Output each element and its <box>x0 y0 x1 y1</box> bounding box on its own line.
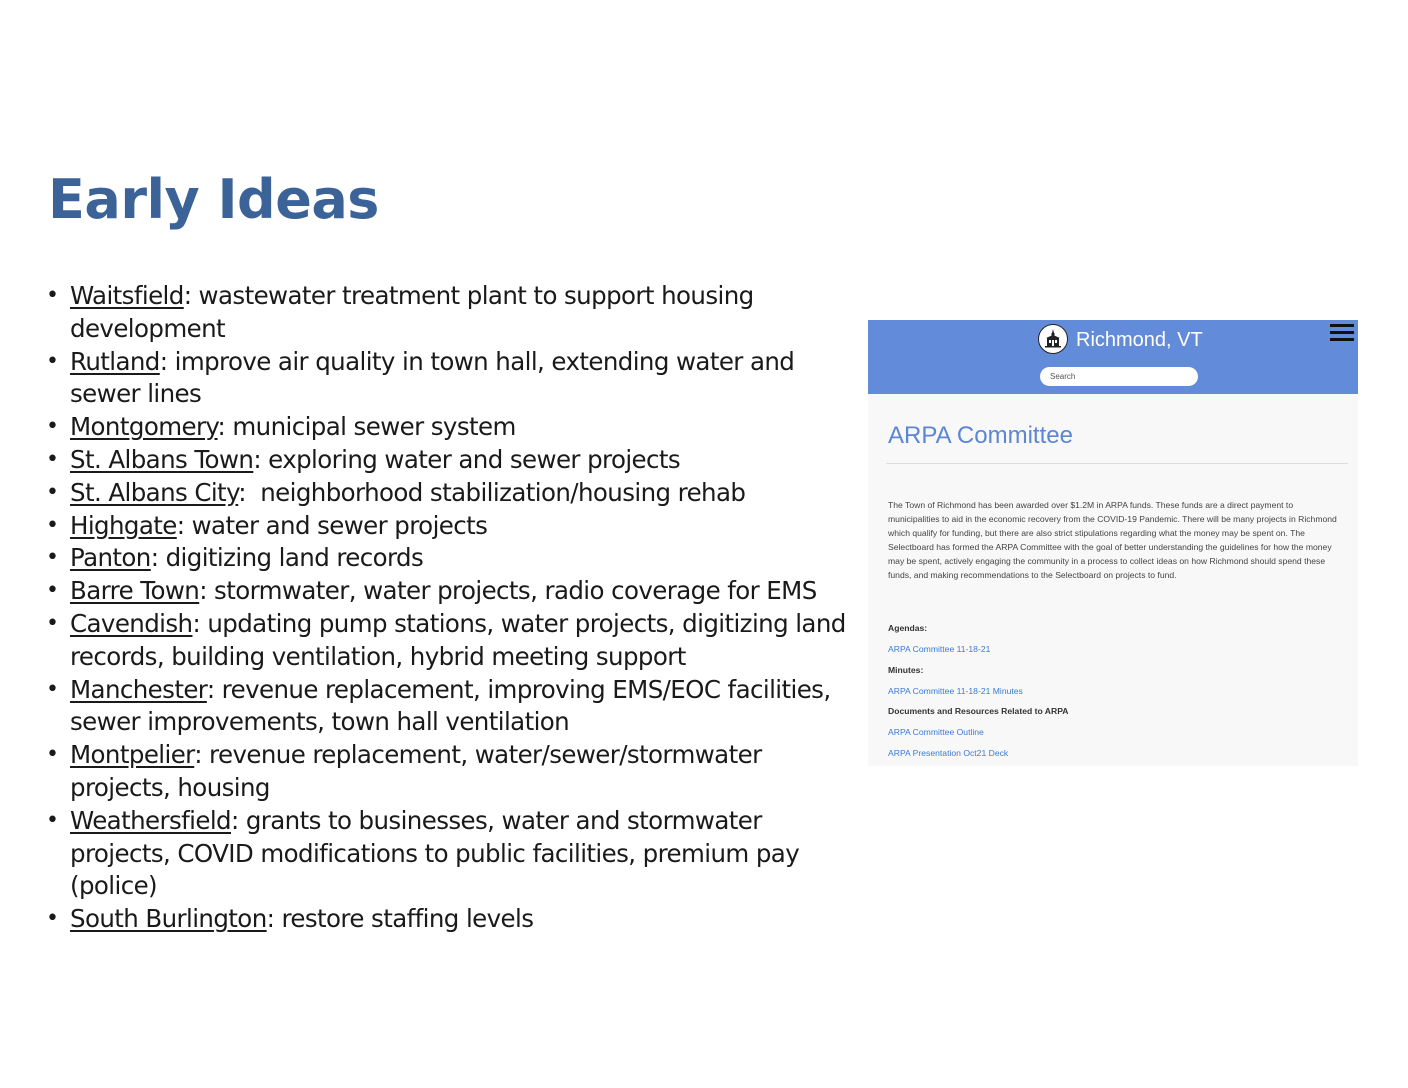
list-item <box>44 608 864 674</box>
list-item <box>44 575 864 608</box>
list-item <box>44 346 864 412</box>
site-header <box>868 320 1358 394</box>
item-description: : stormwater, water projects, radio coverage for EMS <box>199 576 817 606</box>
document-link-presentation[interactable]: ARPA Presentation Oct21 Deck <box>888 748 1009 758</box>
town-link-manchester[interactable]: Manchester <box>70 674 207 704</box>
heading-divider <box>886 463 1348 464</box>
item-description: : updating pump stations, water projects, digitizing land records, building ventilation, hybrid meeting support <box>70 608 846 671</box>
town-link-panton[interactable]: Panton <box>70 543 151 573</box>
town-link-barre-town[interactable]: Barre Town <box>70 576 200 606</box>
page-heading: ARPA Committee <box>888 422 1073 449</box>
item-description: : exploring water and sewer projects <box>253 444 681 474</box>
document-link-outline[interactable]: ARPA Committee Outline <box>888 727 984 737</box>
richmond-website-screenshot <box>868 320 1358 766</box>
list-item <box>44 280 864 346</box>
item-description: : improve air quality in town hall, extending water and sewer lines <box>70 346 795 409</box>
town-link-south-burlington[interactable]: South Burlington <box>70 904 267 934</box>
town-link-montpelier[interactable]: Montpelier <box>70 740 195 770</box>
item-description: : restore staffing levels <box>266 904 534 934</box>
item-description: : revenue replacement, water/sewer/stormwater projects, housing <box>70 740 762 802</box>
list-item <box>44 411 864 444</box>
town-link-cavendish[interactable]: Cavendish <box>70 608 193 638</box>
town-link-st-albans-city[interactable]: St. Albans City <box>70 477 239 507</box>
list-item <box>44 903 864 936</box>
list-item <box>44 510 864 543</box>
town-link-rutland[interactable]: Rutland <box>70 346 160 376</box>
town-link-waitsfield[interactable]: Waitsfield <box>70 281 184 310</box>
list-item <box>44 739 864 805</box>
item-description: : revenue replacement, improving EMS/EOC facilities, sewer improvements, town hall ventilation <box>70 674 831 737</box>
item-description: : wastewater treatment plant to support housing development <box>70 281 754 343</box>
list-item <box>44 542 864 575</box>
town-seal-icon[interactable] <box>1038 324 1068 354</box>
intro-paragraph: The Town of Richmond has been awarded over $1.2M in ARPA funds. These funds are a direct payment to municipalities to aid in the economic recovery from the COVID-19 Pandemic. There will be many projects in Richmond which qualify for funding, but there are also strict stipulations regarding what the money may be spent on. The Selectboard has formed the ARPA Committee with the goal of better understanding the guidelines for how the money may be spent, actively engaging the community in a process to collect ideas on how Richmond should spend these funds, and making recommendations to the Selectboard on projects to fund. <box>888 500 1337 580</box>
agendas-label: Agendas: <box>888 623 928 633</box>
minutes-link[interactable]: ARPA Committee 11-18-21 Minutes <box>888 686 1023 696</box>
documents-label: Documents and Resources Related to ARPA <box>888 706 1069 716</box>
minutes-label: Minutes: <box>888 665 924 675</box>
site-title[interactable]: Richmond, VT <box>1076 329 1203 351</box>
item-description: : neighborhood stabilization/housing rehab <box>238 477 746 507</box>
list-item <box>44 674 864 740</box>
list-item <box>44 477 864 510</box>
list-item <box>44 805 864 903</box>
item-description: : water and sewer projects <box>176 510 488 540</box>
slide-title: Early Ideas <box>48 168 379 231</box>
list-item <box>44 444 864 477</box>
hamburger-menu-icon[interactable] <box>1330 324 1354 341</box>
item-description: : municipal sewer system <box>217 412 516 442</box>
town-ideas-list <box>44 280 864 936</box>
town-link-montgomery[interactable]: Montgomery <box>70 412 218 442</box>
item-description: : grants to businesses, water and stormwater projects, COVID modifications to public facilities, premium pay (police) <box>70 805 800 901</box>
item-description: : digitizing land records <box>150 543 424 573</box>
town-link-highgate[interactable]: Highgate <box>70 510 177 540</box>
search-input[interactable] <box>1040 367 1198 386</box>
town-link-weathersfield[interactable]: Weathersfield <box>70 805 231 835</box>
agenda-link[interactable]: ARPA Committee 11-18-21 <box>888 644 991 654</box>
town-link-st-albans-town[interactable]: St. Albans Town <box>70 444 254 474</box>
